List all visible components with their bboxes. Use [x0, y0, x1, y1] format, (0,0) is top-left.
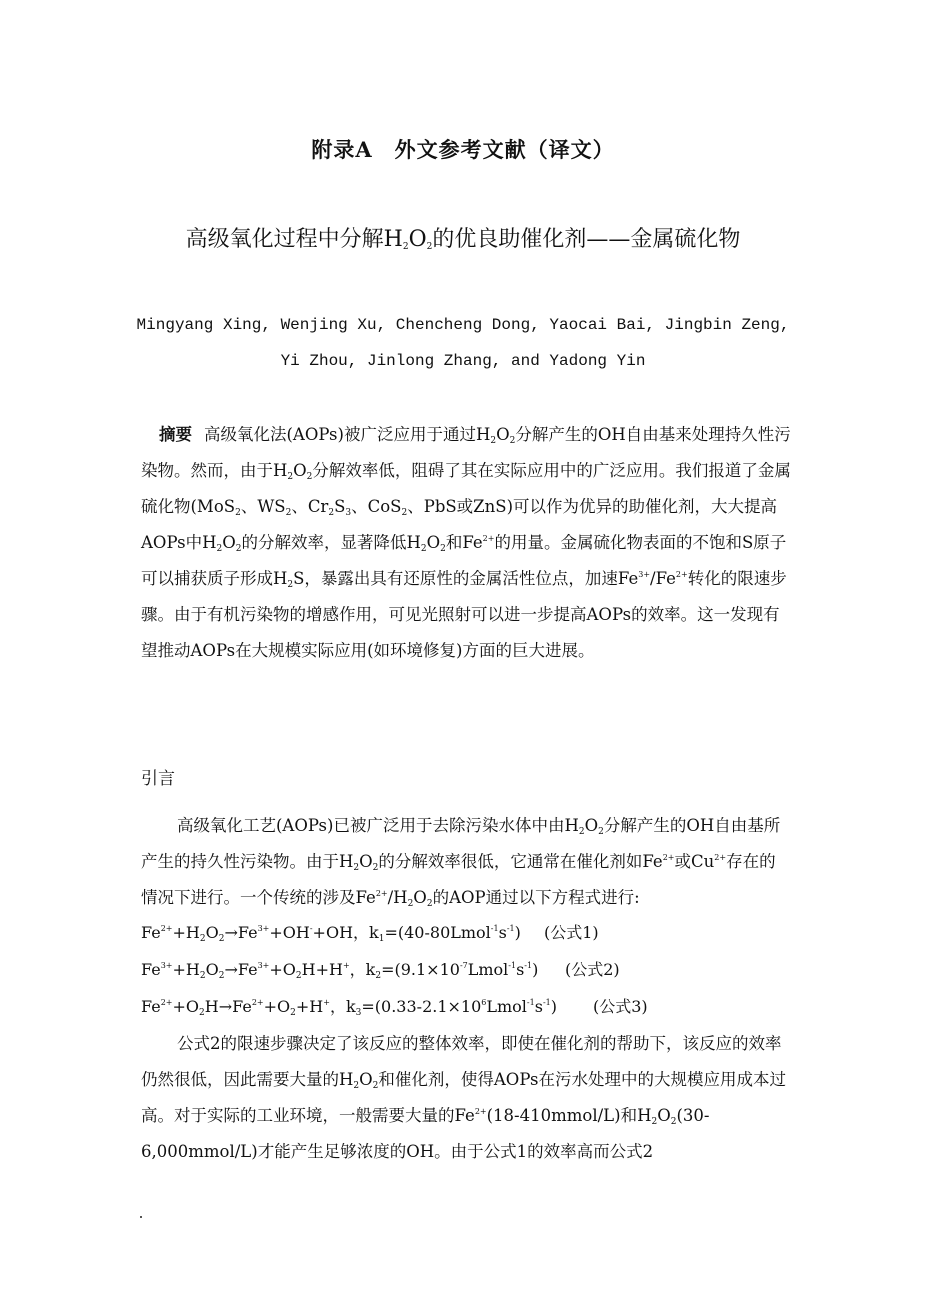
equation-label: (公式3) [593, 997, 648, 1016]
subscript: 2 [440, 544, 446, 554]
eq-text: +H [172, 960, 200, 979]
subscript: 2 [375, 971, 382, 981]
eq-text: =(9.1×10 [381, 960, 460, 979]
text-run: 的AOP通过以下方程式进行: [432, 888, 640, 907]
text-run: 存在的情况下进行。一个传统的涉及Fe [141, 852, 776, 907]
eq-text: Fe [141, 960, 161, 979]
eq-text: +O [269, 960, 296, 979]
text-run: O [657, 1106, 671, 1125]
title-formula: O [408, 227, 427, 252]
subscript: 2 [235, 508, 241, 518]
subscript: 2 [509, 436, 516, 446]
eq-text: +O [172, 997, 200, 1016]
author-list-line-1: Mingyang Xing, Wenjing Xu, Chencheng Dong, Yaocai Bai, Jingbin Zeng, [136, 316, 790, 334]
superscript: - [309, 924, 313, 933]
equation-3 [141, 994, 648, 1018]
title-subscript: 2 [426, 242, 433, 252]
text-run: 、Cr [291, 497, 329, 516]
eq-text: s [534, 997, 543, 1016]
text-run: O [293, 461, 307, 480]
eq-text: Lmol [467, 960, 509, 979]
title-subscript: 2 [402, 242, 409, 252]
equation-1 [141, 920, 599, 944]
subscript: 2 [287, 472, 294, 482]
text-run: 的分解效率很低，它通常在催化剂如Fe [378, 852, 663, 871]
text-run: 公式2的限速步骤决定了该反应的整体效率，即使在催化剂的帮助下，该反应的效率仍然很低，因此需要大量的H [141, 1034, 782, 1089]
eq-text: s [498, 923, 507, 942]
text-run: 或Cu [674, 852, 715, 871]
equation-2 [141, 957, 620, 981]
text-run: 和Fe [445, 533, 483, 552]
eq-text: H+H [301, 960, 343, 979]
subscript: 2 [290, 1008, 296, 1018]
text-run: 和催化剂，使得AOPs在污水处理中的大规模应用成本过高。对于实际的工业环境，一般需要大量的Fe [141, 1070, 786, 1125]
text-run: S [334, 497, 346, 516]
subscript: 2 [295, 971, 302, 981]
text-run: (18-410mmol/L)和H [486, 1106, 652, 1125]
subscript: 2 [218, 971, 225, 981]
superscript: 3+ [257, 961, 270, 970]
text-run: O [359, 1070, 373, 1089]
section-heading-intro: 引言 [141, 769, 175, 789]
superscript: 2+ [662, 853, 675, 862]
superscript: + [323, 998, 330, 1007]
superscript: -1 [490, 924, 499, 933]
subscript: 2 [372, 1081, 379, 1091]
superscript: -1 [524, 961, 533, 970]
superscript: 2+ [375, 889, 388, 898]
equation-label: (公式1) [544, 923, 599, 942]
eq-text: O [205, 923, 219, 942]
title-text: 高级氧化过程中分解 [185, 227, 384, 252]
text-run: 、CoS [351, 497, 402, 516]
superscript: 2+ [675, 570, 688, 579]
subscript: 2 [407, 899, 414, 909]
intro-paragraph-2 [141, 1026, 791, 1170]
equation-label: (公式2) [565, 960, 620, 979]
text-run: 分解产生的OH自由基来处理持久性污染物。然而，由于H [141, 425, 791, 480]
superscript: 3+ [638, 570, 651, 579]
page-footer-mark [140, 1216, 142, 1218]
subscript: 1 [378, 934, 385, 944]
text-run: O [222, 533, 236, 552]
superscript: 2+ [714, 853, 727, 862]
abstract-paragraph [141, 417, 791, 669]
eq-text: Lmol [486, 997, 527, 1016]
eq-text: →Fe [224, 923, 258, 942]
text-run: O [584, 816, 599, 835]
eq-text: Fe [141, 923, 161, 942]
eq-text: +H [295, 997, 324, 1016]
text-run: 、PbS或ZnS)可以作为优异的助催化剂，大大提高AOPs中H [141, 497, 778, 552]
superscript: -1 [508, 961, 517, 970]
subscript: 2 [670, 1117, 677, 1127]
eq-text: =(0.33-2.1×10 [361, 997, 482, 1016]
subscript: 2 [651, 1117, 658, 1127]
subscript: 2 [328, 508, 335, 518]
superscript: 2+ [160, 998, 173, 1007]
text-run: O [359, 852, 373, 871]
eq-text: O [205, 960, 219, 979]
eq-text: ，k [349, 960, 376, 979]
superscript: 2+ [482, 534, 495, 543]
eq-text: ) [532, 960, 539, 979]
subscript: 2 [218, 934, 225, 944]
text-run: 分解产生的OH自由基所产生的持久性污染物。由于H [141, 816, 781, 871]
text-run: 的用量。金属硫化物表面的不饱和S原子可以捕获质子形成H [141, 533, 787, 588]
text-run: O [496, 425, 510, 444]
eq-text: Fe [141, 997, 161, 1016]
subscript: 2 [199, 1008, 205, 1018]
subscript: 2 [287, 580, 294, 590]
subscript: 2 [420, 544, 427, 554]
eq-text: +O [263, 997, 291, 1016]
superscript: 6 [481, 998, 487, 1007]
superscript: -7 [459, 961, 468, 970]
subscript: 2 [353, 1081, 360, 1091]
eq-text: ) [550, 997, 557, 1016]
subscript: 2 [426, 899, 433, 909]
text-run: /Fe [650, 569, 676, 588]
eq-text: ) [514, 923, 521, 942]
title-formula: H [383, 227, 403, 252]
text-run: /H [387, 888, 408, 907]
subscript: 3 [355, 1008, 362, 1018]
eq-text: H→Fe [204, 997, 252, 1016]
abstract-label: 摘要 [159, 425, 192, 444]
subscript: 2 [490, 436, 497, 446]
superscript: 2+ [474, 1107, 487, 1116]
subscript: 2 [306, 472, 313, 482]
subscript: 2 [598, 827, 604, 837]
text-run: (30-6,000mmol/L)才能产生足够浓度的OH。由于公式1的效率高而公式2 [141, 1106, 710, 1161]
text-run: S，暴露出具有还原性的金属活性位点，加速Fe [293, 569, 639, 588]
text-run: 高级氧化工艺(AOPs)已被广泛用于去除污染水体中由H [177, 816, 579, 835]
superscript: 3+ [257, 924, 270, 933]
subscript: 2 [199, 934, 206, 944]
eq-text: +OH，k [312, 923, 379, 942]
text-run: 的分解效率，显著降低H [241, 533, 421, 552]
superscript: -1 [542, 998, 551, 1007]
appendix-title: 附录A 外文参考文献（译文） [311, 137, 615, 162]
text-run: 转化的限速步骤。由于有机污染物的增感作用，可见光照射可以进一步提高AOPs的效率。这一发现有望推动AOPs在大规模实际应用(如环境修复)方面的巨大进展。 [141, 569, 787, 660]
superscript: + [342, 961, 350, 970]
text-run: O [426, 533, 441, 552]
superscript: 2+ [160, 924, 173, 933]
subscript: 3 [345, 508, 352, 518]
subscript: 2 [235, 544, 242, 554]
subscript: 2 [216, 544, 223, 554]
intro-paragraph-1 [141, 808, 791, 916]
subscript: 2 [372, 863, 379, 873]
superscript: 3+ [160, 961, 173, 970]
eq-text: →Fe [224, 960, 258, 979]
superscript: 2+ [251, 998, 264, 1007]
eq-text: +OH [269, 923, 310, 942]
subscript: 2 [401, 508, 408, 518]
text-run: 高级氧化法(AOPs)被广泛应用于通过H [204, 425, 491, 444]
subscript: 2 [578, 827, 585, 837]
eq-text: ，k [329, 997, 356, 1016]
subscript: 2 [353, 863, 360, 873]
eq-text: +H [172, 923, 200, 942]
subscript: 2 [199, 971, 206, 981]
superscript: -1 [526, 998, 535, 1007]
title-text: 的优良助催化剂——金属硫化物 [432, 227, 741, 252]
author-list-line-2: Yi Zhou, Jinlong Zhang, and Yadong Yin [280, 352, 646, 370]
eq-text: s [516, 960, 525, 979]
eq-text: =(40-80Lmol [384, 923, 491, 942]
subscript: 2 [285, 508, 292, 518]
paper-title [0, 222, 926, 253]
text-run: 、WS [240, 497, 286, 516]
text-run: O [413, 888, 427, 907]
text-run: 分解效率低，阻碍了其在实际应用中的广泛应用。我们报道了金属硫化物(MoS [141, 461, 791, 516]
superscript: -1 [506, 924, 515, 933]
